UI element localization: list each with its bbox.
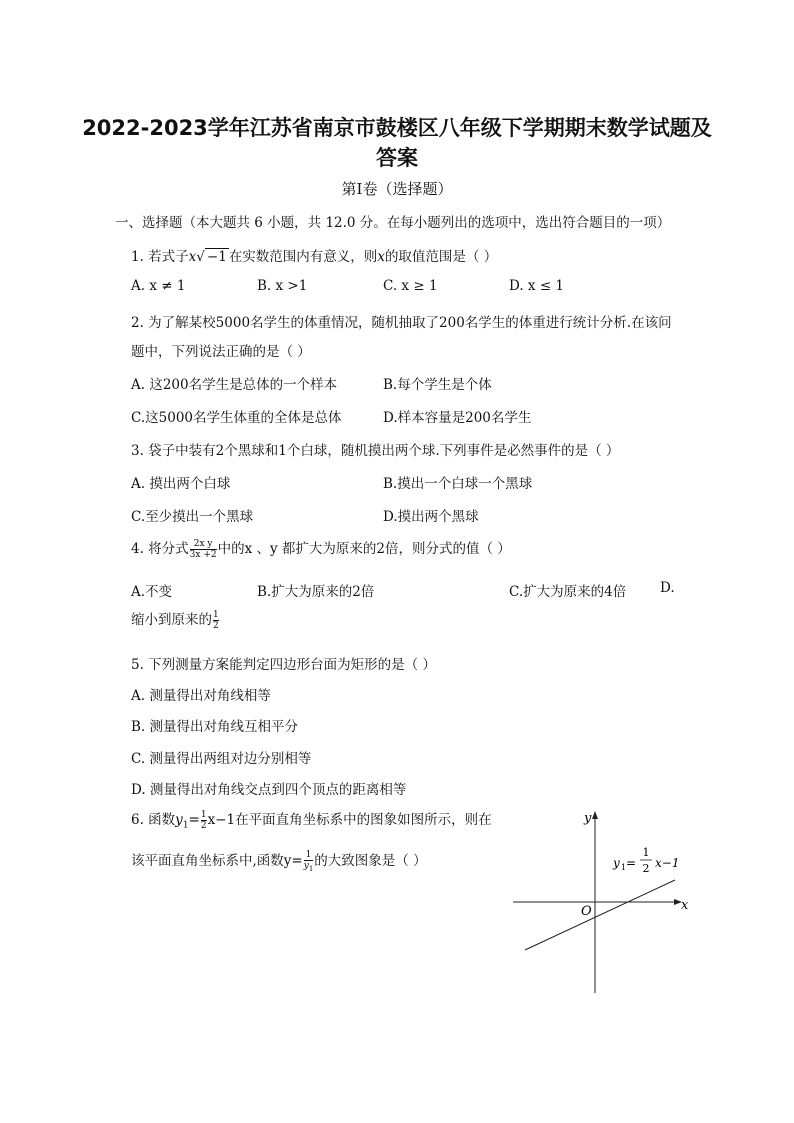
question-3: 3. 袋子中装有2个黑球和1个白球，随机摸出两个球.下列事件是必然事件的是（ ） (131, 443, 620, 459)
q4-frac-num: 2x y (190, 539, 217, 550)
q2-option-a: A. 这200名学生是总体的一个样本 (131, 377, 338, 393)
q2-option-d: D.样本容量是200名学生 (383, 410, 532, 426)
q4-option-c: C.扩大为原来的4倍 (509, 584, 627, 600)
question-2-line2: 题中，下列说法正确的是（ ） (131, 344, 311, 360)
x-axis-label: x (681, 898, 689, 913)
q1-option-a: A. x ≠ 1 (131, 278, 186, 294)
document-title-line2: 答案 (376, 146, 418, 170)
func-label-tail: x−1 (655, 856, 680, 870)
origin-label: O (581, 904, 592, 919)
q1-var2: x (377, 249, 385, 265)
q3-option-d: D.摸出两个黑球 (383, 509, 479, 525)
q4-option-d-text: 缩小到原来的 (131, 612, 212, 628)
q1-option-c: C. x ≥ 1 (383, 278, 438, 294)
func-label-num: 1 (642, 846, 650, 859)
q6-frac-den: 2 (200, 821, 207, 831)
q4-option-d: D. (660, 580, 675, 596)
q4-d-den: 2 (213, 621, 219, 631)
section-title: 第Ⅰ卷（选择题） (341, 180, 453, 198)
q6-line2-fraction (304, 850, 314, 874)
q6-frac-num: 1 (200, 810, 207, 820)
q4-d-num: 1 (213, 610, 219, 620)
q4-option-b: B.扩大为原来的2倍 (257, 584, 375, 600)
q3-option-a: A. 摸出两个白球 (131, 476, 231, 492)
q6-line2-den-sub: 1 (308, 864, 314, 873)
q1-end: 的取值范围是（ ） (384, 249, 498, 265)
q3-option-b: B.摸出一个白球一个黑球 (383, 476, 533, 492)
q5-option-d: D. 测量得出对角线交点到四个顶点的距离相等 (131, 782, 407, 798)
question-6-line2 (131, 849, 427, 873)
q1-option-b: B. x >1 (257, 278, 308, 294)
part-intro: 一、选择题（本大题共 6 小题，共 12.0 分。在每小题列出的选项中，选出符合题目的一项） (115, 215, 671, 231)
q1-prefix: 1. 若式子 (131, 249, 189, 265)
q6-line2-den-wrap (304, 861, 314, 874)
q1-var: x (188, 249, 197, 265)
document-title-line1: 2022-2023学年江苏省南京市鼓楼区八年级下学期期末数学试题及 (82, 116, 712, 140)
question-5: 5. 下列测量方案能判定四边形台面为矩形的是（ ） (131, 657, 436, 673)
q5-option-a: A. 测量得出对角线相等 (131, 688, 271, 704)
q6-line2-suffix: 的大致图象是（ ） (314, 853, 427, 869)
question-4 (131, 537, 511, 560)
q5-option-b: B. 测量得出对角线互相平分 (131, 719, 299, 735)
q6-prefix: 6. 函数 (131, 812, 176, 828)
q1-sqrt: √ −1 (196, 249, 227, 265)
q6-expr-tail: x−1在平面直角坐标系中的图象如图所示，则在 (207, 812, 492, 828)
q4-option-a: A.不变 (131, 584, 173, 600)
q1-suffix: 在实数范围内有意义，则 (228, 249, 378, 265)
q6-line2-num: 1 (305, 849, 312, 860)
coordinate-figure (505, 805, 705, 1000)
q4-suffix: 中的x 、y 都扩大为原来的2倍，则分式的值（ ） (217, 541, 511, 557)
func-label-y: y (613, 856, 620, 870)
q6-line2-den: y (303, 860, 309, 871)
q3-option-c: C.至少摸出一个黑球 (131, 509, 254, 525)
function-line (525, 880, 675, 950)
question-1 (131, 245, 497, 265)
q1-option-d: D. x ≤ 1 (509, 278, 565, 294)
q2-option-c: C.这5000名学生体重的全体是总体 (131, 410, 342, 426)
y-axis-arrow (592, 811, 598, 819)
func-label-den: 2 (642, 862, 650, 875)
q2-option-b: B.每个学生是个体 (383, 377, 492, 393)
q1-radicand: −1 (206, 249, 227, 265)
func-label-eq: = (626, 856, 637, 870)
q6-fraction (201, 810, 207, 831)
question-6-line1 (131, 808, 492, 831)
func-label-sub: 1 (621, 863, 627, 872)
q6-y1-sub: 1 (182, 820, 189, 831)
q4-fraction (190, 539, 217, 560)
y-axis-label: y (584, 811, 592, 826)
q6-line2-prefix: 该平面直角坐标系中,函数y= (131, 853, 303, 869)
q5-option-c: C. 测量得出两组对边分别相等 (131, 751, 312, 767)
q4-option-d-fraction (213, 610, 219, 631)
q6-eq: = (188, 812, 200, 828)
q4-option-d-cont (131, 608, 220, 631)
q4-frac-den: 3x +2 (189, 550, 217, 560)
question-2-line1: 2. 为了解某校5000名学生的体重情况，随机抽取了200名学生的体重进行统计分析.在该问 (131, 315, 672, 331)
q6-y1: y (175, 812, 183, 828)
q4-prefix: 4. 将分式 (131, 541, 189, 557)
